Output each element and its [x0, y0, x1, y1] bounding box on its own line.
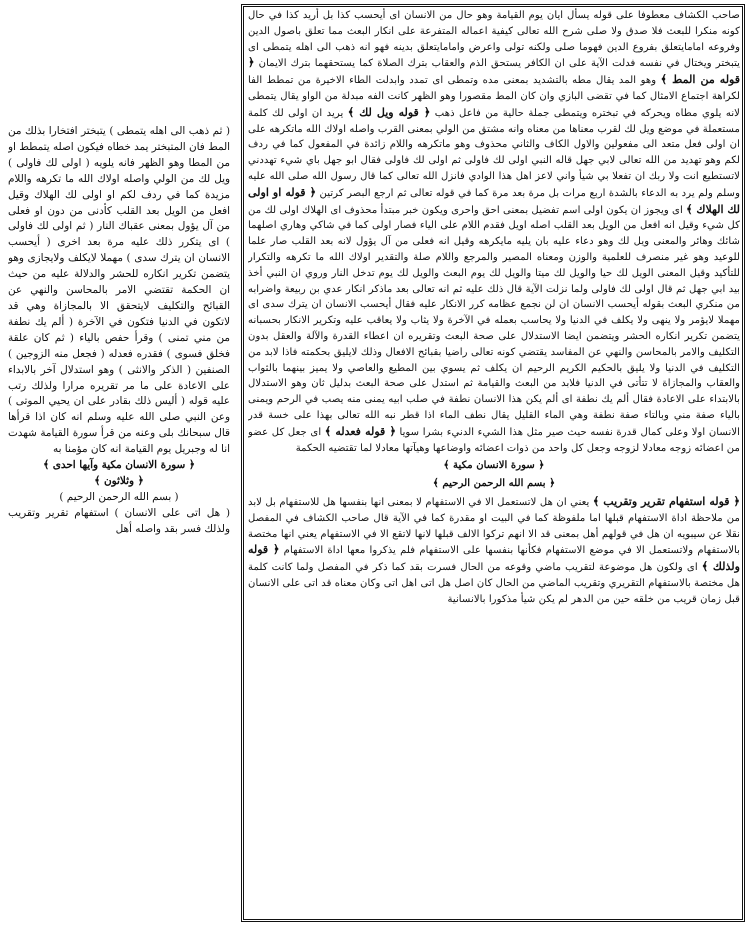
main-commentary-column	[248, 8, 740, 918]
margin-text: ( ثم اولى لك فاولى ) اى يتكرر ذلك عليه مرة بعد اخرى ( أيحسب الانسان ان يترك سدى ) مهملا لايكلف ولايجازى وهو يتضمن تكرير انكاره للحشر والدلالة عليه من حيث ان الحكمة تقتضي الامر بالمحاسن والنهي عن القبائح والتكليف لايتحقق الا بالمجازاة وهي قد لاتكون في الدنيا فتكون في الآخرة ( ألم يك نطفة من مني تمنى ) وقرأ حفص بالياء ( ثم كان علقة فخلق فسوى ) فقدره فعدله ( فجعل منه الزوجين ) الصنفين ( الذكر والانثى ) وهو استدلال آخر بالابداء على الاعادة على ما مر تقريره مرارا ولذلك رتب عليه قوله ( أليس ذلك بقادر على ان يحيي الموتى ) وعن النبي صلى الله عليه وسلم انه كان اذا قرأها قال سبحانك بلى وعنه من قرأ سورة القيامة شهدت انا له وجبريل يوم القيامة انه كان مؤمنا به	[8, 220, 230, 456]
commentary-text: يعني ان هل لاتستعمل الا في الاستفهام لا بمعنى انها بنفسها هل للاستفهام بل لابد من ملاحظة اداة الاستفهام قبلها اما ملفوظة كما في البيت او مقدرة كما في الآية قال صاحب الكشاف في المفصل نقلا عن سيبويه ان هل في قولهم أهل بمعنى قد الا انهم تركوا الالف قبلها لانها لاتقع الا في الاستفهام يعني انها مختصة بالاستفهام ولاتستعمل الا في موضع الاستفهام فكأنها بنفسها على الاستفهام فلم يذكروا معها اداة الاستفهام	[248, 496, 740, 557]
margin-text: ( اولى لك فاولى ) ويل لك من الولي واصله اولاك الله ما تكرهه واللام مزيدة كما في ردف لكم او اولى لك الهلاك وقيل افعل من الويل بعد القلب كأدنى من دون او فعلى من آل يؤول بمعنى عقباك النار	[8, 156, 230, 233]
commentary-text: صاحب الكشاف معطوفا على قوله يسأل ايان يوم القيامة وهو حال من الانسان اى أيحسب كذا بل أريد كذا في حال كونه منكرا للبعث فلا صدق ولا صلى شرح الله تعالى كيفية اعماله المتفرعة على انكار البعث مما تعلق باصول الدين وفروعه امامايتعلق بفروع الدين فهوما صلى ولكنه تولى واعرض وامامايتعلق بدينه فهو انه ذهب الى اهله يتمطى اى يتبختر ويختال في نفسه فدلت الآية على ان الكافر يستحق الذم والعقاب بترك الصلاة كما يستحقهما بترك الايمان	[248, 10, 740, 70]
commentary-text: وهو المد يقال مطه بالتشديد بمعنى مده وتمطى اى تمدد وابدلت الطاء الاخيرة من تمطط الفا لكراهة اجتماع الامثال كما في تقضى البازي وان كان المط مقصورا وهو الظهر كانت الفه مبدلة من الواو يقال يتمطى لانه يلوي مطاه ويحركه في تبختره ويتمطى جملة حالية من فاعل ذهب	[248, 75, 740, 119]
keyword-heading: ﴿ قوله من المط ﴾	[248, 56, 740, 87]
basmala: ﴿ بسم الله الرحمن الرحيم ﴾	[432, 477, 556, 490]
commentary-text: اى ولكون هل موضوعة لتقريب ماضي وقوعه من الحال فسرت بقد كما ذكر في المفصل ولما كانت كلمة هل مختصة بالاستفهام التقريري وتقريب الماضي من الحال كان اصل هل اتى اهل اتى وكان معناه قد اتى على الانسان قبل زمان قريب من خلقه حين من الدهر لم يكن شيأ مذكورا بالانسانية	[248, 562, 740, 605]
commentary-paragraph	[248, 494, 740, 608]
keyword-heading: ﴿ قوله فعدله ﴾	[324, 424, 396, 438]
margin-surah-verse-count: ﴿ وثلاثون ﴾	[94, 474, 144, 487]
keyword-heading: ﴿ قوله ولذلك ﴾	[248, 543, 740, 574]
margin-paragraph	[8, 124, 230, 458]
margin-text: ( هل اتى على الانسان ) استفهام تقرير وتقريب ولذلك فسر بقد واصله أهل	[8, 506, 230, 535]
margin-surah-title: ﴿ سورة الانسان مكية وآيها احدى ﴾	[43, 459, 195, 472]
keyword-heading: ﴿ قوله استفهام تقرير وتقريب ﴾	[592, 494, 740, 508]
margin-text: ( ثم ذهب الى اهله يتمطى ) يتبختر افتخارا بذلك من المط فان المتبختر يمد خطاه فيكون اصله يتمطط او من المطا وهو الظهر فانه يلويه	[8, 125, 230, 169]
commentary-text: اى جعل كل عضو من اعضائه زوجه معادلا لزوجه وجعل كل واحد من ذوات اعضائه واوضاعها وهيآتها معادلا لما تقتضيه الحكمة	[248, 426, 740, 454]
keyword-heading: ﴿ قوله ويل لك ﴾	[347, 105, 431, 119]
commentary-paragraph	[248, 8, 740, 456]
margin-basmala: ( بسم الله الرحمن الرحيم )	[59, 490, 179, 503]
margin-paragraph	[8, 506, 230, 538]
surah-title: ﴿ سورة الانسان مكية ﴾	[443, 459, 545, 472]
keyword-heading: ﴿ قوله او اولى لك الهلاك ﴾	[248, 185, 740, 216]
margin-tafsir-column	[8, 124, 230, 634]
commentary-text: اى ويجوز ان يكون اولى اسم تفضيل بمعنى احق واحرى ويكون خبر مبتدأ محذوف اى الهلاك اولى لك من كل شيء وقيل انه افعل من الويل بعد القلب اصله اويل فقدم اللام على الياء فصار اولى كما في شاكي وهاري اصلهما شائك وهائر والمعنى ويل لك وهو دعاء عليه بان يليه مايكرهه وقيل انه فعلى من آل يؤول لانه بعد القلب صار علما للوعيد وهو غير منصرف للعلمية والوزن ومعناه المصير والمرجع واللام صلة والتقدير اولاك الله ما تكرهه والتكرار للتأكيد وقيل المعنى الويل لك حيا والويل لك ميتا والويل لك يوم البعث والويل لك يوم تدخل النار وروي ان النبي أخذ بيد ابي جهل ثم قال اولى لك فاولى ولما نزلت الآية قال ذلك عليه ثم انه تعالى بعد ماذكر انكار عدي بن ربيعة واضرابه من منكري البعث بقوله أيحسب الانسان ان لن نجمع عظامه كرر الانكار عليه فقال أيحسب الانسان ان يترك سدى اى مهملا لايؤمر ولا ينهى ولا يكلف في الدنيا ولا يحاسب بعمله في الآخرة ولا يثاب ولا يعاقب عليه وتكرير الانكار بحسبانه يتضمن تكرير انكاره الحشر ويتضمن ايضا الاستدلال على صحة البعث وتقريره ان اعطاء القدرة والآلة والعقل بدون التكليف والامر بالمحاسن والنهي عن المفاسد يقتضي كونه تعالى راضيا بقبائح الافعال وذلك لايليق بحكمته فاذا لابد من التكليف في الدنيا ولا يليق بالحكيم الكريم الرحيم ان يكلف ثم يسوي بين المطيع والعاصي ولا يميز بينهما بالثواب والعقاب والمجازاة لا تتأتى في الدنيا فلابد من البعث والقيامة ثم استدل على صحة البعث بدليل ثان وهو الاستدلال بالابتداء على الاعادة فقال ألم يك نطفة اى ألم يكن هذا الانسان نطفة في صلب ابيه يمنى منه يصب في الرحم ويمنى بالياء صفة مني وبالتاء صفة نطفة وهي الماء القليل يقال نطف الماء اذا قطر نبه الله تعالى بهذا على خسة قدر الانسان اولا وعلى كمال قدرة نفسه حيث صير مثل هذا الشيء الدنيء بشرا سويا	[248, 204, 740, 438]
commentary-text: يريد ان اولى لك كلمة مستعملة في موضع ويل لك لقرب معناها من معناه وانه مشتق من الولي بمعنى القرب واصله اولاك الله ماتكرهه على ان اولى فعل متعد الى مفعولين والاول الكاف والثاني محذوف وهو ماتكرهه واللام زائدة في المفعول كما في ردف لكم وهو تهديد من الله تعالى لابي جهل قاله النبي اولى لك فاولى ثم اولى لك فاولى فقال ابو جهل باي شيء تهددني لاتستطيع انت ولا ربك ان تفعلا بي شيأ واني لاعز اهل هذا الوادي فانزل الله تعالى كما قال رسول الله صلى الله عليه وسلم ولم يرد به الدعاء بالشدة اربع مرات بل مرة بعد مرة كما في قوله تعالى ثم ارجع البصر كرتين	[248, 107, 740, 199]
